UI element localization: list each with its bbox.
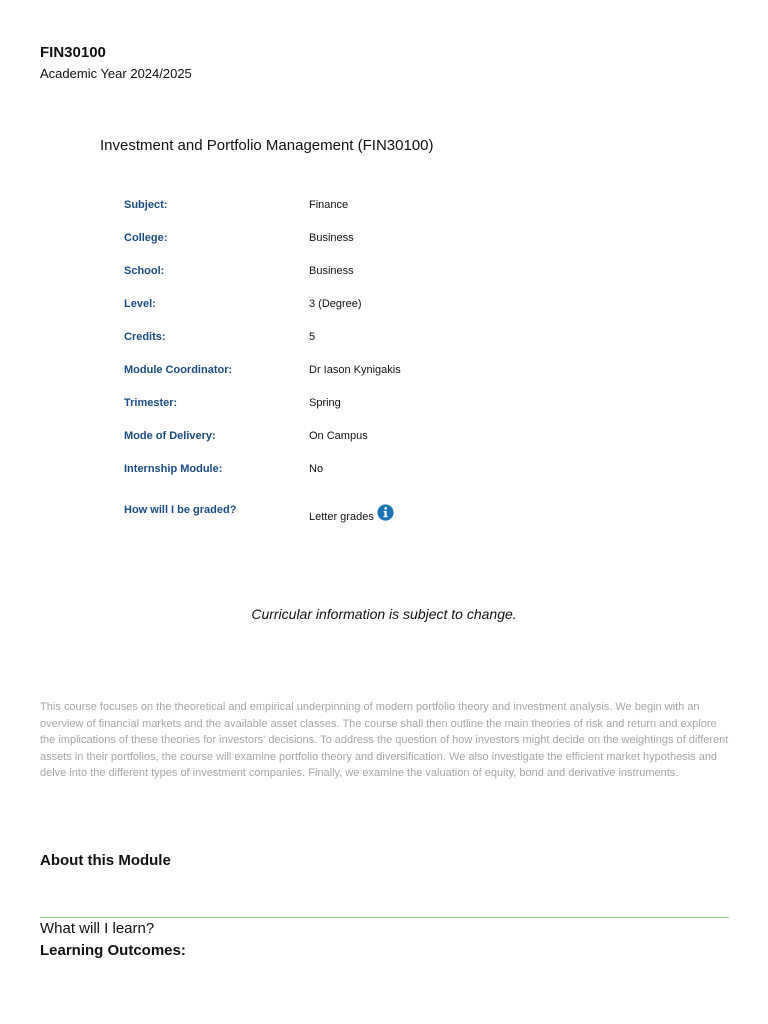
- detail-row-credits: [124, 322, 584, 355]
- detail-row-grading: [124, 500, 584, 530]
- curricular-notice: Curricular information is subject to change.: [251, 606, 517, 622]
- detail-value: No: [309, 463, 324, 475]
- detail-label: Mode of Delivery:: [124, 430, 216, 442]
- module-title: Investment and Portfolio Management (FIN30100): [100, 137, 434, 154]
- detail-row-trimester: [124, 388, 584, 421]
- detail-row-module-coordinator: [124, 355, 584, 388]
- detail-value: 5: [309, 331, 316, 343]
- info-icon[interactable]: [377, 504, 394, 521]
- module-details-table: [124, 190, 584, 487]
- what-will-i-learn-heading: What will I learn?: [40, 920, 155, 937]
- academic-year: Academic Year 2024/2025: [40, 66, 192, 81]
- grading-value: [309, 504, 394, 521]
- grading-value-text: Letter grades: [309, 510, 374, 523]
- detail-label: School:: [124, 265, 165, 277]
- module-description: This course focuses on the theoretical and empirical underpinning of modern portfolio theory and investment analysis. We begin with an overview of financial markets and the available asset classes. The course shall then outline the main theories of risk and return and explore the implications of these theories for investors' decisions. To address the question of how investors might decide on the weightings of different assets in their portfolios, the course will examine portfolio theory and diversification. We also investigate the efficient market hypothesis and delve into the different types of investment companies. Finally, we examine the valuation of equity, bond and derivative instruments.: [40, 701, 729, 779]
- detail-row-college: [124, 223, 584, 256]
- detail-value: Business: [309, 265, 354, 277]
- detail-row-subject: [124, 190, 584, 223]
- detail-label: Subject:: [124, 199, 168, 211]
- detail-row-mode-of-delivery: [124, 421, 584, 454]
- detail-value: 3 (Degree): [309, 298, 362, 310]
- detail-value: Business: [309, 232, 354, 244]
- detail-label: College:: [124, 232, 168, 244]
- detail-row-school: [124, 256, 584, 289]
- detail-row-internship-module: [124, 454, 584, 487]
- learning-outcomes-heading: Learning Outcomes:: [40, 942, 186, 959]
- detail-value: On Campus: [309, 430, 368, 442]
- detail-label: Trimester:: [124, 397, 178, 409]
- detail-label: Level:: [124, 298, 156, 310]
- detail-label: Internship Module:: [124, 463, 223, 475]
- grading-label: How will I be graded?: [124, 504, 237, 516]
- detail-value: Spring: [309, 397, 341, 409]
- detail-row-level: [124, 289, 584, 322]
- about-module-heading: About this Module: [40, 852, 171, 869]
- detail-value: Finance: [309, 199, 349, 211]
- section-divider: [40, 917, 729, 918]
- detail-label: Module Coordinator:: [124, 364, 233, 376]
- detail-value: Dr Iason Kynigakis: [309, 364, 401, 376]
- detail-label: Credits:: [124, 331, 166, 343]
- module-code: FIN30100: [40, 44, 106, 61]
